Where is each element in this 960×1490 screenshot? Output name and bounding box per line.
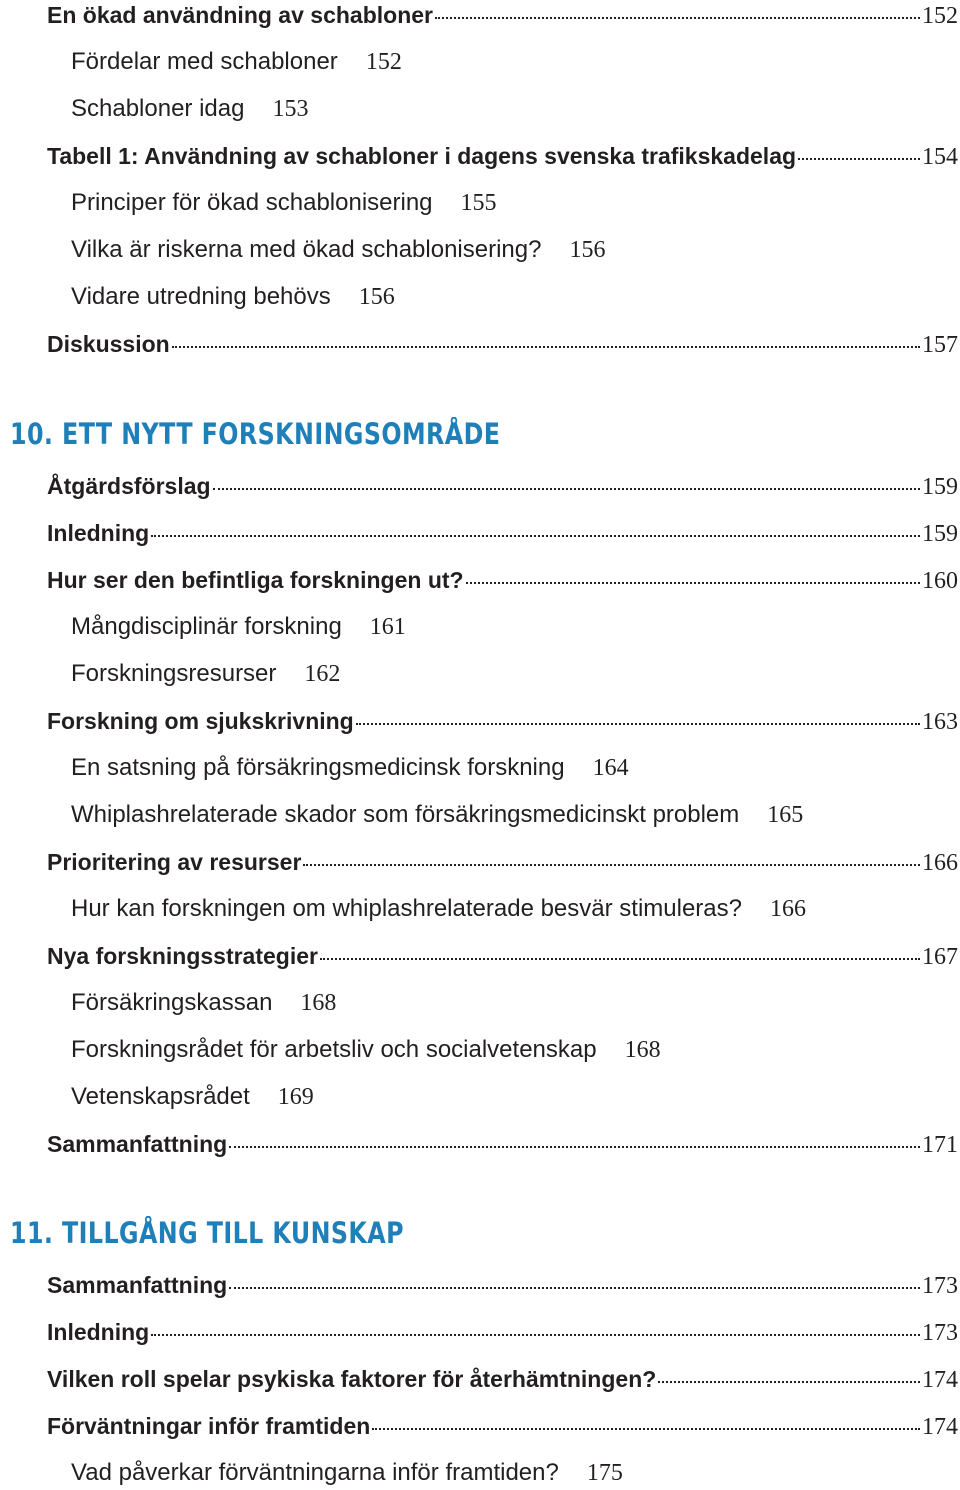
dot-leader <box>172 346 920 348</box>
page-number: 168 <box>300 990 337 1016</box>
entry-title: Vilka är riskerna med ökad schablonisering? <box>71 236 542 263</box>
toc-entry[interactable] <box>47 1319 958 1347</box>
page-number: 171 <box>922 1132 958 1158</box>
page-number: 159 <box>922 521 958 547</box>
page-number: 154 <box>922 144 958 170</box>
toc-subentry[interactable] <box>71 189 497 217</box>
page-number: 152 <box>922 3 958 29</box>
page-number: 155 <box>460 190 497 216</box>
page-number: 157 <box>922 332 958 358</box>
page-number: 153 <box>272 96 309 122</box>
entry-title: Fördelar med schabloner <box>71 48 338 75</box>
toc-entry[interactable] <box>47 473 958 501</box>
toc-subentry[interactable] <box>71 1083 314 1111</box>
entry-title: Diskussion <box>47 331 170 357</box>
toc-subentry[interactable] <box>71 660 340 688</box>
toc-subentry[interactable] <box>71 236 605 264</box>
entry-title: Åtgärdsförslag <box>47 473 211 499</box>
entry-title: Hur kan forskningen om whiplashrelaterade besvär stimuleras? <box>71 895 742 922</box>
toc-subentry[interactable] <box>71 754 629 782</box>
toc-entry[interactable] <box>47 520 958 548</box>
entry-title: Forskningsrådet för arbetsliv och socialvetenskap <box>71 1036 597 1063</box>
toc-subentry[interactable] <box>71 95 308 123</box>
chapter-heading: 11. TILLGÅNG TILL KUNSKAP <box>10 1216 404 1250</box>
page-number: 156 <box>358 284 395 310</box>
dot-leader <box>229 1287 920 1289</box>
toc-subentry[interactable] <box>71 989 336 1017</box>
entry-title: En ökad användning av schabloner <box>47 2 433 28</box>
page-number: 167 <box>922 944 958 970</box>
dot-leader <box>658 1381 920 1383</box>
toc-entry[interactable] <box>47 708 958 736</box>
entry-title: Prioritering av resurser <box>47 849 302 875</box>
toc-subentry[interactable] <box>71 895 806 923</box>
entry-title: Förväntningar inför framtiden <box>47 1413 371 1439</box>
page-number: 173 <box>922 1320 958 1346</box>
entry-title: Schabloner idag <box>71 95 245 122</box>
page-number: 156 <box>569 237 606 263</box>
entry-title: Inledning <box>47 1319 150 1345</box>
page-number: 168 <box>624 1037 661 1063</box>
toc-entry[interactable] <box>47 1272 958 1300</box>
entry-title: Hur ser den befintliga forskningen ut? <box>47 567 464 593</box>
entry-title: Forskning om sjukskrivning <box>47 708 354 734</box>
page-number: 175 <box>586 1460 623 1486</box>
dot-leader <box>320 958 920 960</box>
entry-title: Vidare utredning behövs <box>71 283 331 310</box>
dot-leader <box>213 488 920 490</box>
page-number: 164 <box>592 755 629 781</box>
toc-entry[interactable] <box>47 1413 958 1441</box>
dot-leader <box>356 723 920 725</box>
toc-subentry[interactable] <box>71 283 395 311</box>
dot-leader <box>372 1428 920 1430</box>
page-number: 173 <box>922 1273 958 1299</box>
toc-subentry[interactable] <box>71 48 402 76</box>
page-number: 160 <box>922 568 958 594</box>
dot-leader <box>798 158 920 160</box>
dot-leader <box>466 582 920 584</box>
toc-entry[interactable] <box>47 849 958 877</box>
toc-subentry[interactable] <box>71 613 406 641</box>
toc-entry[interactable] <box>47 1131 958 1159</box>
page-number: 174 <box>922 1414 958 1440</box>
toc-entry[interactable] <box>47 143 958 171</box>
toc-subentry[interactable] <box>71 1459 623 1487</box>
page-number: 169 <box>277 1084 314 1110</box>
toc-entry[interactable] <box>47 943 958 971</box>
dot-leader <box>151 1334 920 1336</box>
entry-title: Inledning <box>47 520 150 546</box>
page-number: 165 <box>767 802 804 828</box>
dot-leader <box>435 17 920 19</box>
dot-leader <box>151 535 920 537</box>
page-number: 152 <box>365 49 402 75</box>
toc-subentry[interactable] <box>71 1036 661 1064</box>
entry-title: Vetenskapsrådet <box>71 1083 250 1110</box>
entry-title: Vad påverkar förväntningarna inför framtiden? <box>71 1459 559 1486</box>
toc-entry[interactable] <box>47 567 958 595</box>
entry-title: En satsning på försäkringsmedicinsk forskning <box>71 754 565 781</box>
toc-subentry[interactable] <box>71 801 803 829</box>
page-number: 166 <box>770 896 806 922</box>
entry-title: Whiplashrelaterade skador som försäkringsmedicinskt problem <box>71 801 740 828</box>
entry-title: Principer för ökad schablonisering <box>71 189 433 216</box>
page-number: 162 <box>304 661 341 687</box>
entry-title: Sammanfattning <box>47 1272 228 1298</box>
dot-leader <box>303 864 920 866</box>
entry-title: Nya forskningsstrategier <box>47 943 318 969</box>
entry-title: Försäkringskassan <box>71 989 273 1016</box>
entry-title: Mångdisciplinär forskning <box>71 613 342 640</box>
entry-title: Tabell 1: Användning av schabloner i dagens svenska trafikskadelag <box>47 143 797 169</box>
entry-title: Sammanfattning <box>47 1131 228 1157</box>
page-number: 174 <box>922 1367 958 1393</box>
page-number: 163 <box>922 709 958 735</box>
toc-entry[interactable] <box>47 1366 958 1394</box>
dot-leader <box>229 1146 920 1148</box>
toc-entry[interactable] <box>47 331 958 359</box>
toc-entry[interactable] <box>47 2 958 30</box>
page-number: 161 <box>369 614 406 640</box>
chapter-heading: 10. ETT NYTT FORSKNINGSOMRÅDE <box>10 417 501 451</box>
entry-title: Forskningsresurser <box>71 660 277 687</box>
page-number: 159 <box>922 474 958 500</box>
page-number: 166 <box>922 850 958 876</box>
entry-title: Vilken roll spelar psykiska faktorer för återhämtningen? <box>47 1366 657 1392</box>
